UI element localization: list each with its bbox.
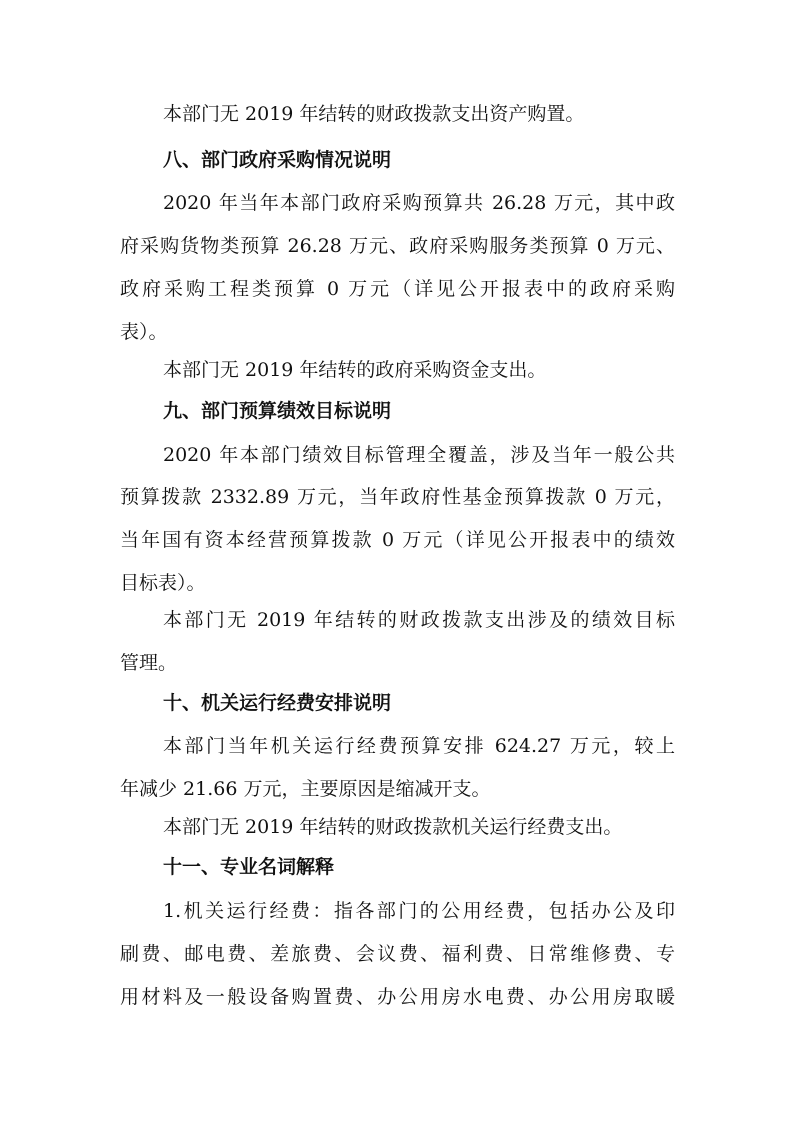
paragraph-9a-line-1: 2020 年本部门绩效目标管理全覆盖，涉及当年一般公共 bbox=[163, 444, 675, 466]
section-10-heading: 十、机关运行经费安排说明 bbox=[163, 692, 392, 714]
paragraph-10a-line-2: 年减少 21.66 万元，主要原因是缩减开支。 bbox=[120, 778, 491, 800]
paragraph-9a-line-3: 当年国有资本经营预算拨款 0 万元（详见公开报表中的绩效 bbox=[120, 529, 675, 551]
paragraph-8a-line-3: 政府采购工程类预算 0 万元（详见公开报表中的政府采购 bbox=[120, 278, 675, 300]
paragraph-8a-line-4: 表）。 bbox=[120, 321, 168, 343]
section-11-heading: 十一、专业名词解释 bbox=[163, 856, 335, 878]
paragraph-9b-line-2: 管理。 bbox=[120, 652, 178, 674]
paragraph-10b: 本部门无 2019 年结转的财政拨款机关运行经费支出。 bbox=[163, 816, 623, 838]
paragraph-8a-line-2: 府采购货物类预算 26.28 万元、政府采购服务类预算 0 万元、 bbox=[120, 235, 675, 257]
paragraph-10a-line-1: 本部门当年机关运行经费预算安排 624.27 万元，较上 bbox=[163, 735, 675, 757]
paragraph-asset-purchase: 本部门无 2019 年结转的财政拨款支出资产购置。 bbox=[163, 103, 585, 125]
section-8-heading: 八、部门政府采购情况说明 bbox=[163, 149, 392, 171]
section-9-heading: 九、部门预算绩效目标说明 bbox=[163, 400, 392, 422]
paragraph-8a-line-1: 2020 年当年本部门政府采购预算共 26.28 万元，其中政 bbox=[163, 192, 675, 214]
paragraph-9b-line-1: 本部门无 2019 年结转的财政拨款支出涉及的绩效目标 bbox=[163, 609, 675, 631]
paragraph-8b: 本部门无 2019 年结转的政府采购资金支出。 bbox=[163, 359, 547, 381]
paragraph-11a-line-1: 1.机关运行经费：指各部门的公用经费，包括办公及印 bbox=[163, 900, 675, 922]
paragraph-11a-line-3: 用材料及一般设备购置费、办公用房水电费、办公用房取暖 bbox=[120, 986, 675, 1008]
paragraph-9a-line-2: 预算拨款 2332.89 万元，当年政府性基金预算拨款 0 万元， bbox=[120, 486, 675, 508]
paragraph-9a-line-4: 目标表）。 bbox=[120, 572, 206, 594]
paragraph-11a-line-2: 刷费、邮电费、差旅费、会议费、福利费、日常维修费、专 bbox=[120, 943, 675, 965]
